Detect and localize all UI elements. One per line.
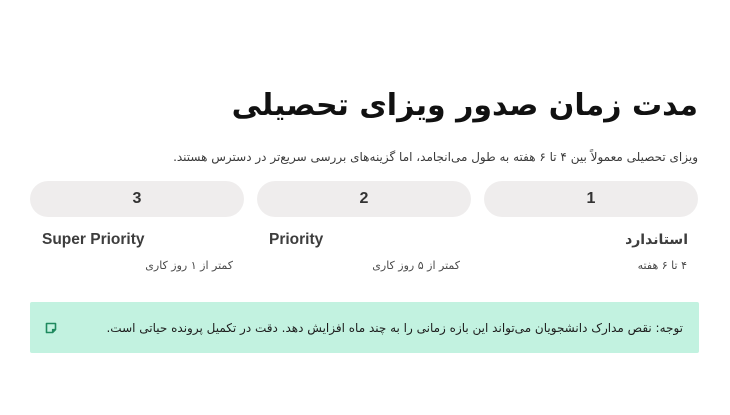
note-text: توجه: نقص مدارک دانشجویان می‌تواند این بازه زمانی را به چند ماه افزایش دهد. دقت در تکمیل پرونده حیاتی است. bbox=[106, 320, 683, 335]
option-label: استاندارد bbox=[625, 232, 688, 248]
processing-options bbox=[30, 181, 698, 276]
page-title: مدت زمان صدور ویزای تحصیلی bbox=[231, 88, 698, 123]
option-label: Priority bbox=[269, 231, 324, 248]
option-duration: ۴ تا ۶ هفته bbox=[637, 259, 687, 272]
sticky-note-icon bbox=[44, 321, 58, 335]
option-number-badge: 3 bbox=[30, 181, 244, 217]
option-card-priority bbox=[257, 181, 471, 276]
option-number-badge: 1 bbox=[484, 181, 698, 217]
option-card-super-priority bbox=[30, 181, 244, 276]
option-duration: کمتر از ۱ روز کاری bbox=[145, 259, 233, 272]
warning-note bbox=[30, 302, 699, 353]
page-subtitle: ویزای تحصیلی معمولاً بین ۴ تا ۶ هفته به طول می‌انجامد، اما گزینه‌های بررسی سریع‌تر در دسترس هستند. bbox=[173, 150, 698, 164]
option-card-standard bbox=[484, 181, 698, 276]
option-label: Super Priority bbox=[42, 231, 145, 248]
option-number-badge: 2 bbox=[257, 181, 471, 217]
option-duration: کمتر از ۵ روز کاری bbox=[372, 259, 460, 272]
